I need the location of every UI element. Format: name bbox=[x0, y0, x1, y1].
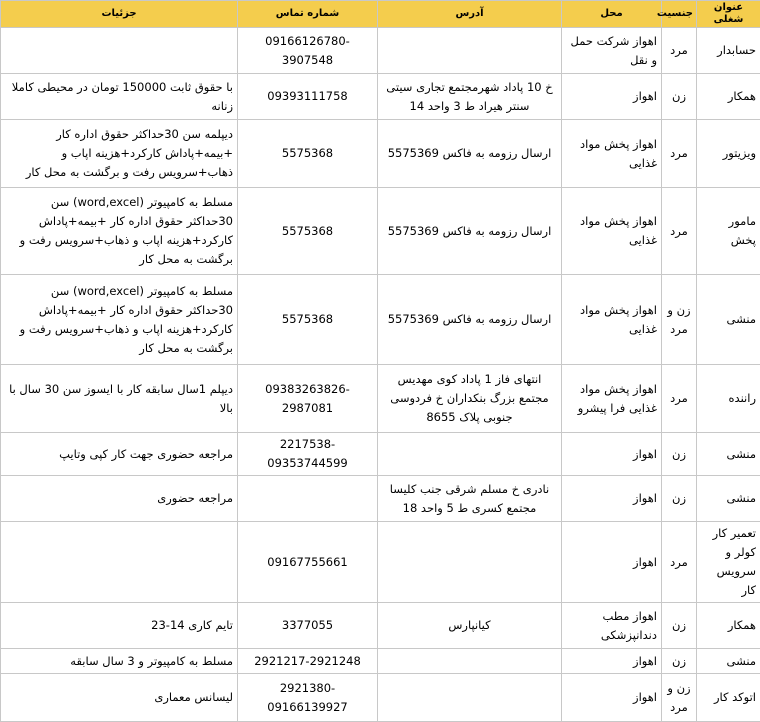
table-row bbox=[1, 74, 760, 120]
table-row bbox=[1, 120, 760, 188]
cell-gender: زن bbox=[662, 476, 697, 522]
cell-location: اهواز bbox=[562, 649, 662, 674]
cell-location: اهواز bbox=[562, 476, 662, 522]
cell-address: خ 10 پاداد شهرمجتمع تجاری سیتی سنتر هیراد ط 3 واحد 14 bbox=[378, 74, 562, 120]
cell-title: منشی bbox=[697, 649, 760, 674]
cell-location: اهواز bbox=[562, 433, 662, 476]
cell-location: اهواز bbox=[562, 74, 662, 120]
header-location: محل bbox=[562, 1, 662, 28]
table-row bbox=[1, 649, 760, 674]
cell-gender: زن bbox=[662, 649, 697, 674]
cell-gender: مرد bbox=[662, 28, 697, 74]
cell-address: ارسال رزومه به فاکس 5575369 bbox=[378, 120, 562, 188]
cell-details: مسلط به کامپیوتر و 3 سال سابقه bbox=[1, 649, 238, 674]
cell-address bbox=[378, 28, 562, 74]
cell-address: ارسال رزومه به فاکس 5575369 bbox=[378, 188, 562, 275]
cell-gender: مرد bbox=[662, 365, 697, 433]
cell-phone bbox=[238, 476, 378, 522]
cell-details bbox=[1, 28, 238, 74]
header-details: جزئیات bbox=[1, 1, 238, 28]
cell-phone: 09383263826-2987081 bbox=[238, 365, 378, 433]
cell-title: منشی bbox=[697, 433, 760, 476]
cell-title: تعمیر کار کولر و سرویس کار bbox=[697, 522, 760, 603]
cell-gender: زن bbox=[662, 74, 697, 120]
cell-title: راننده bbox=[697, 365, 760, 433]
cell-details: مسلط به کامپیوتر (word,excel) سن 30حداکثر حقوق اداره کار +بیمه+پاداش کارکرد+هزینه اپاب و ذهاب+سرویس رفت و برگشت به محل کار bbox=[1, 188, 238, 275]
table-body bbox=[1, 28, 760, 722]
cell-title: همکار bbox=[697, 603, 760, 649]
table-row bbox=[1, 28, 760, 74]
table-row bbox=[1, 603, 760, 649]
table-row bbox=[1, 275, 760, 365]
cell-title: همکار bbox=[697, 74, 760, 120]
cell-location: اهواز پخش مواد غذایی فرا پیشرو bbox=[562, 365, 662, 433]
cell-gender: زن bbox=[662, 433, 697, 476]
cell-phone: 2921217-2921248 bbox=[238, 649, 378, 674]
cell-gender: زن و مرد bbox=[662, 275, 697, 365]
cell-phone: 5575368 bbox=[238, 120, 378, 188]
cell-details: لیسانس معماری bbox=[1, 674, 238, 722]
header-row bbox=[1, 1, 760, 28]
table-row bbox=[1, 433, 760, 476]
cell-phone: 5575368 bbox=[238, 275, 378, 365]
cell-location: اهواز پخش مواد غذایی bbox=[562, 188, 662, 275]
cell-address: نادری خ مسلم شرقی جنب کلیسا مجتمع کسری ط 5 واحد 18 bbox=[378, 476, 562, 522]
cell-details: مراجعه حضوری bbox=[1, 476, 238, 522]
cell-title: منشی bbox=[697, 275, 760, 365]
cell-address: انتهای فاز 1 پاداد کوی مهدیس مجتمع بزرگ بنکداران خ فردوسی جنوبی پلاک 8655 bbox=[378, 365, 562, 433]
cell-gender: مرد bbox=[662, 188, 697, 275]
cell-phone: 09167755661 bbox=[238, 522, 378, 603]
cell-location: اهواز شرکت حمل و نقل bbox=[562, 28, 662, 74]
cell-address bbox=[378, 649, 562, 674]
table-row bbox=[1, 476, 760, 522]
table-row bbox=[1, 365, 760, 433]
cell-phone: 09166126780-3907548 bbox=[238, 28, 378, 74]
cell-details: دیپلمه سن 30حداکثر حقوق اداره کار +بیمه+پاداش کارکرد+هزینه اپاب و ذهاب+سرویس رفت و برگشت به محل کار bbox=[1, 120, 238, 188]
cell-title: منشی bbox=[697, 476, 760, 522]
header-phone: شماره تماس bbox=[238, 1, 378, 28]
cell-gender: مرد bbox=[662, 522, 697, 603]
cell-location: اهواز مطب دندانپزشکی bbox=[562, 603, 662, 649]
cell-gender: زن و مرد bbox=[662, 674, 697, 722]
cell-phone: 2217538-09353744599 bbox=[238, 433, 378, 476]
table-row bbox=[1, 188, 760, 275]
table-row bbox=[1, 674, 760, 722]
cell-phone: 2921380-09166139927 bbox=[238, 674, 378, 722]
cell-location: اهواز bbox=[562, 522, 662, 603]
cell-details: مراجعه حضوری جهت کار کپی وتایپ bbox=[1, 433, 238, 476]
cell-title: اتوکد کار bbox=[697, 674, 760, 722]
cell-details: دیپلم 1سال سابقه کار با ایسوز سن 30 سال با بالا bbox=[1, 365, 238, 433]
cell-details: مسلط به کامپیوتر (word,excel) سن 30حداکثر حقوق اداره کار +بیمه+پاداش کارکرد+هزینه اپاب و ذهاب+سرویس رفت و برگشت به محل کار bbox=[1, 275, 238, 365]
cell-phone: 5575368 bbox=[238, 188, 378, 275]
cell-location: اهواز bbox=[562, 674, 662, 722]
cell-details: تایم کاری 14-23 bbox=[1, 603, 238, 649]
cell-location: اهواز پخش مواد غذایی bbox=[562, 120, 662, 188]
cell-gender: زن bbox=[662, 603, 697, 649]
table-row bbox=[1, 522, 760, 603]
cell-details: با حقوق ثابت 150000 تومان در محیطی کاملا زنانه bbox=[1, 74, 238, 120]
header-title: عنوان شغلی bbox=[697, 1, 760, 28]
cell-title: ویزیتور bbox=[697, 120, 760, 188]
cell-details bbox=[1, 522, 238, 603]
cell-address bbox=[378, 433, 562, 476]
cell-address: ارسال رزومه به فاکس 5575369 bbox=[378, 275, 562, 365]
cell-phone: 09393111758 bbox=[238, 74, 378, 120]
cell-location: اهواز پخش مواد غذایی bbox=[562, 275, 662, 365]
cell-title: حسابدار bbox=[697, 28, 760, 74]
header-gender: جنسیت bbox=[662, 1, 697, 28]
cell-address bbox=[378, 522, 562, 603]
header-address: آدرس bbox=[378, 1, 562, 28]
cell-title: مامور پخش bbox=[697, 188, 760, 275]
cell-gender: مرد bbox=[662, 120, 697, 188]
cell-phone: 3377055 bbox=[238, 603, 378, 649]
cell-address bbox=[378, 674, 562, 722]
cell-address: کیانپارس bbox=[378, 603, 562, 649]
